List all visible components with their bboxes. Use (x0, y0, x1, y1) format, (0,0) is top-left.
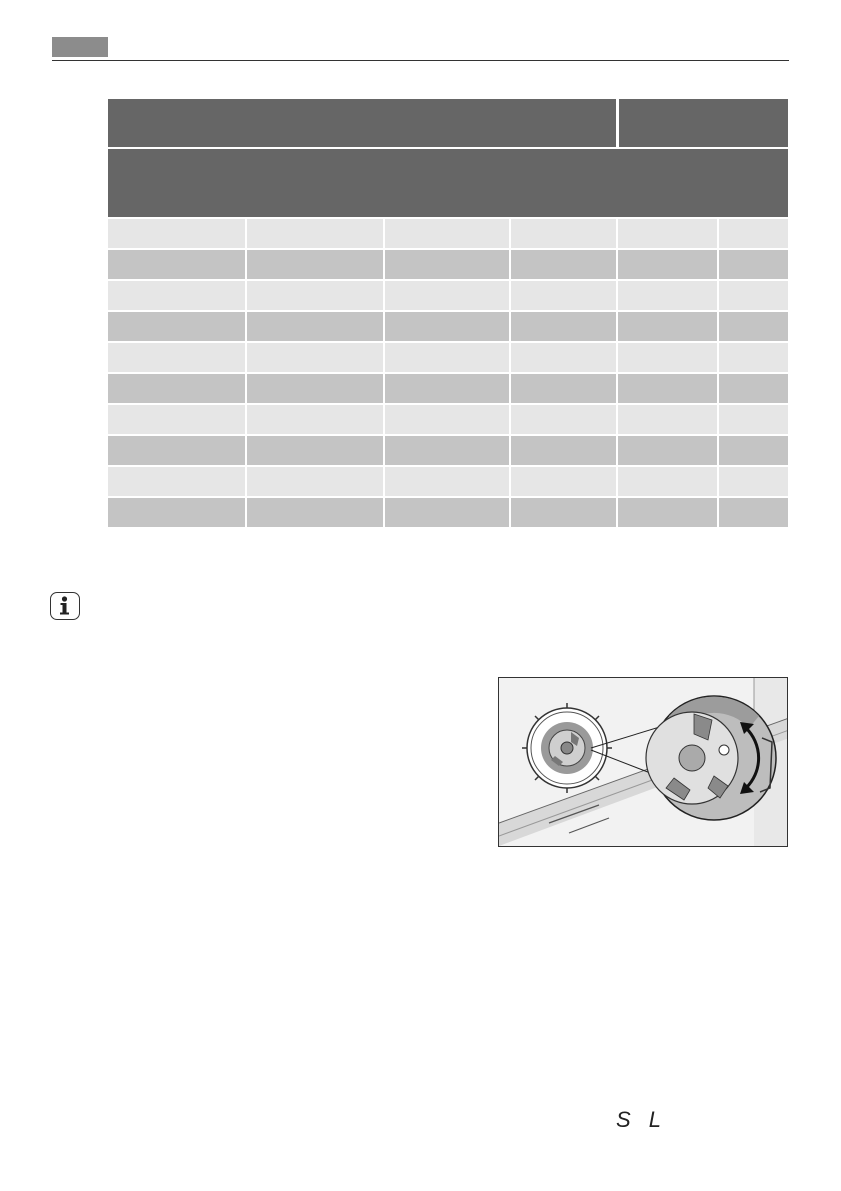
table-row (108, 466, 788, 497)
table-row (108, 342, 788, 373)
column-header-2 (246, 149, 384, 218)
group-header-left (108, 99, 617, 147)
column-header-3 (384, 149, 510, 218)
section-tab (52, 37, 108, 57)
spec-table (108, 99, 788, 527)
table-group-header (108, 99, 788, 147)
table-column-header (108, 149, 788, 218)
table-row (108, 373, 788, 404)
info-icon (50, 592, 80, 620)
table-row (108, 218, 788, 249)
table-row (108, 435, 788, 466)
group-header-right (617, 99, 788, 147)
header-rule (52, 60, 789, 61)
table-row (108, 404, 788, 435)
table-row (108, 311, 788, 342)
column-header-1 (108, 149, 246, 218)
table-row (108, 280, 788, 311)
display-code-readout: S L (616, 1107, 668, 1132)
column-header-5 (617, 149, 718, 218)
table-row (108, 497, 788, 527)
column-header-6 (718, 149, 788, 218)
column-header-4 (510, 149, 617, 218)
oven-shelf-lock-illustration (498, 677, 788, 847)
table-row (108, 249, 788, 280)
